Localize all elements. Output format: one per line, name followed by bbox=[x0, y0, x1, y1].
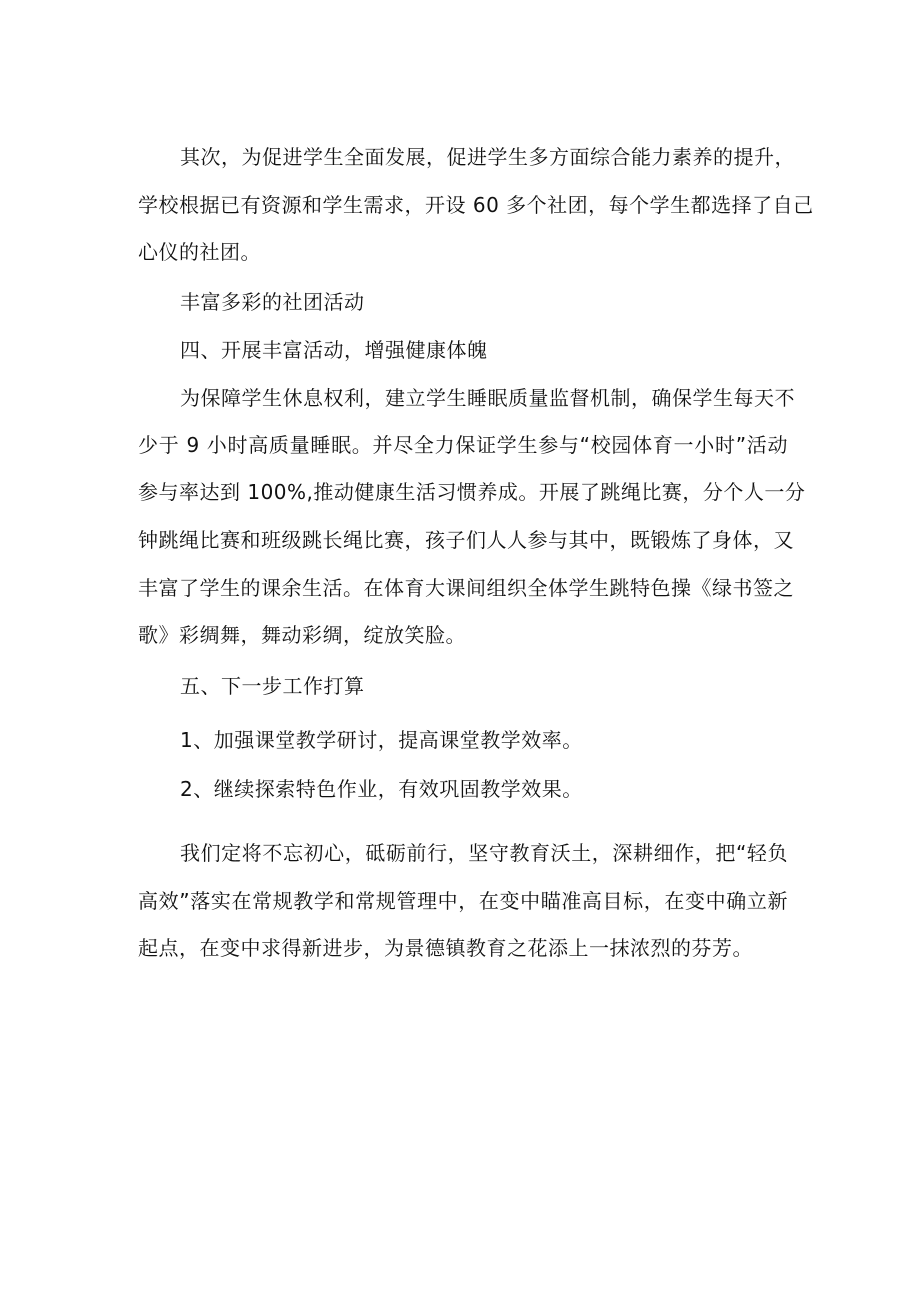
paragraph-line: 起点，在变中求得新进步，为景德镇教育之花添上一抹浓烈的芬芳。 bbox=[138, 936, 753, 960]
section-heading: 五、下一步工作打算 bbox=[180, 674, 365, 698]
paragraph-line: 歌》彩绸舞，舞动彩绸，绽放笑脸。 bbox=[138, 623, 466, 647]
paragraph-line: 参与率达到 100%,推动健康生活习惯养成。开展了跳绳比赛，分个人一分 bbox=[138, 480, 806, 504]
paragraph-line: 心仪的社团。 bbox=[138, 240, 261, 264]
list-item: 2、继续探索特色作业，有效巩固教学效果。 bbox=[180, 777, 583, 801]
section-heading: 四、开展丰富活动，增强健康体魄 bbox=[180, 338, 488, 362]
paragraph-line: 学校根据已有资源和学生需求，开设 60 多个社团，每个学生都选择了自己 bbox=[138, 193, 814, 217]
paragraph-line: 我们定将不忘初心，砥砺前行，坚守教育沃土，深耕细作，把“轻负 bbox=[180, 841, 788, 865]
paragraph-line: 为保障学生休息权利，建立学生睡眠质量监督机制，确保学生每天不 bbox=[180, 386, 795, 410]
section-caption: 丰富多彩的社团活动 bbox=[180, 290, 365, 314]
paragraph-line: 钟跳绳比赛和班级跳长绳比赛，孩子们人人参与其中，既锻炼了身体，又 bbox=[138, 528, 794, 552]
paragraph-line: 丰富了学生的课余生活。在体育大课间组织全体学生跳特色操《绿书签之 bbox=[138, 576, 794, 600]
paragraph-line: 高效”落实在常规教学和常规管理中，在变中瞄准高目标，在变中确立新 bbox=[138, 889, 788, 913]
paragraph-line: 少于 9 小时高质量睡眠。并尽全力保证学生参与“校园体育一小时”活动 bbox=[138, 433, 788, 457]
paragraph-line: 其次，为促进学生全面发展，促进学生多方面综合能力素养的提升， bbox=[180, 145, 795, 169]
list-item: 1、加强课堂教学研讨，提高课堂教学效率。 bbox=[180, 728, 583, 752]
